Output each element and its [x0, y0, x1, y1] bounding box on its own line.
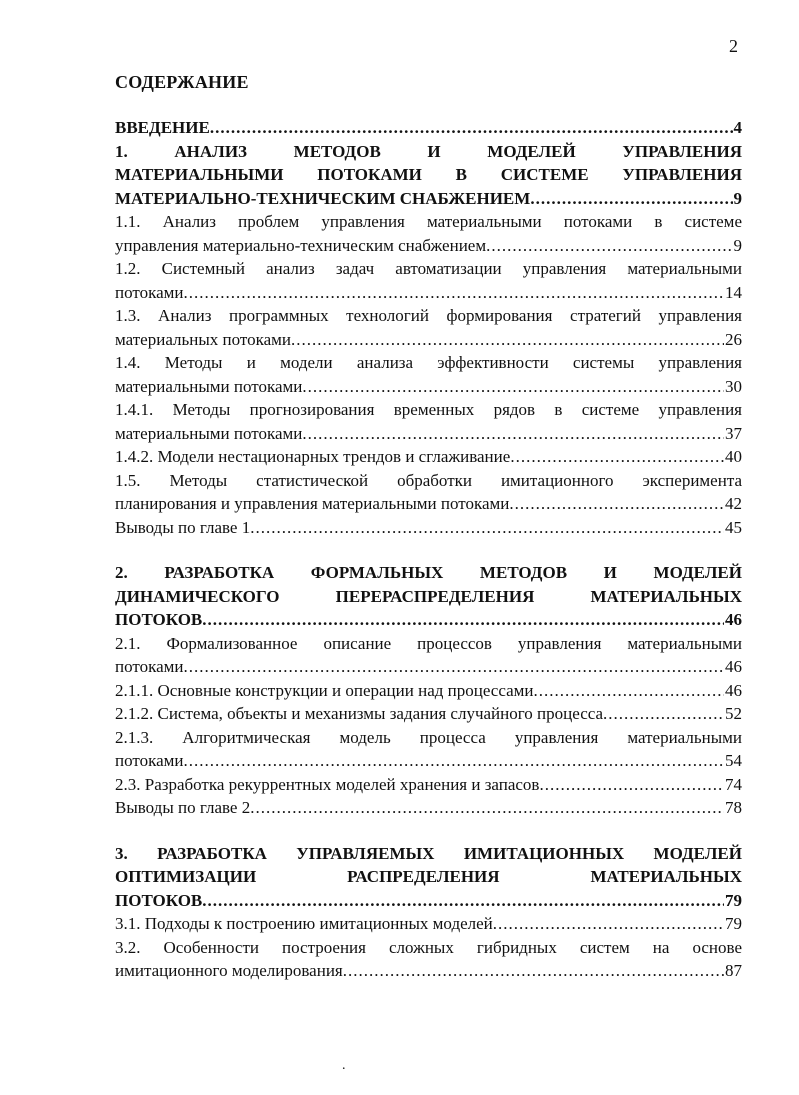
- toc-entry-last-line: [115, 796, 742, 820]
- toc-entry-text: 2.1.1. Основные конструкции и операции над процессами: [115, 680, 534, 700]
- footer-mark: .: [342, 1058, 346, 1073]
- toc-entry-line: 1.2. Системный анализ задач автоматизации управления материальными: [115, 259, 742, 278]
- toc-entry-text: ПОТОКОВ: [115, 610, 203, 629]
- toc-entry-text: материальными потоками: [115, 423, 303, 443]
- toc-page-number: 46: [725, 657, 742, 676]
- toc-entry-last-line: [115, 516, 742, 540]
- toc-entry-text: МАТЕРИАЛЬНО-ТЕХНИЧЕСКИМ СНАБЖЕНИЕМ: [115, 188, 531, 208]
- toc-entry-text: 3.1. Подходы к построению имитационных моделей: [115, 914, 493, 933]
- toc-entry-text: потоками: [115, 282, 184, 302]
- toc-entry[interactable]: [115, 210, 742, 257]
- dot-leader: [534, 679, 724, 703]
- toc-entry-text: материальных потоками: [115, 329, 292, 349]
- toc-entry[interactable]: [115, 702, 742, 726]
- toc-page-number: 14: [725, 282, 742, 302]
- toc-entry-line: 3.2. Особенности построения сложных гибридных систем на основе: [115, 937, 742, 957]
- table-of-contents: [115, 116, 742, 983]
- toc-entry-last-line: [115, 912, 742, 936]
- dot-leader: [291, 328, 724, 352]
- dot-leader: [302, 422, 724, 446]
- toc-page-number: 45: [725, 517, 742, 537]
- toc-entry-last-line: [115, 608, 742, 632]
- toc-entry-last-line: [115, 959, 742, 983]
- toc-entry[interactable]: [115, 140, 742, 211]
- toc-entry-line: 1. АНАЛИЗ МЕТОДОВ И МОДЕЛЕЙ УПРАВЛЕНИЯ: [115, 141, 742, 161]
- toc-entry[interactable]: [115, 516, 742, 540]
- toc-entry-last-line: [115, 679, 742, 703]
- toc-entry-last-line: [115, 889, 742, 913]
- toc-entry-last-line: [115, 234, 742, 258]
- dot-leader: [493, 912, 724, 936]
- toc-entry-text: потоками: [115, 657, 184, 676]
- toc-page-number: 30: [725, 376, 742, 396]
- toc-entry-text: имитационного моделирования: [115, 961, 343, 980]
- toc-entry[interactable]: [115, 351, 742, 398]
- toc-entry[interactable]: [115, 445, 742, 469]
- toc-entry-line: ОПТИМИЗАЦИИ РАСПРЕДЕЛЕНИЯ МАТЕРИАЛЬНЫХ: [115, 867, 742, 886]
- toc-entry[interactable]: [115, 726, 742, 773]
- toc-entry-text: 2.3. Разработка рекуррентных моделей хранения и запасов: [115, 774, 540, 794]
- toc-entry[interactable]: [115, 679, 742, 703]
- toc-page-number: 37: [725, 423, 742, 443]
- toc-page-number: 74: [725, 774, 742, 794]
- toc-entry-last-line: [115, 328, 742, 352]
- toc-entry[interactable]: [115, 773, 742, 797]
- toc-page-number: 54: [725, 751, 742, 770]
- toc-entry-line: 3. РАЗРАБОТКА УПРАВЛЯЕМЫХ ИМИТАЦИОННЫХ МОДЕЛЕЙ: [115, 843, 742, 863]
- toc-page-number: 52: [725, 704, 742, 723]
- toc-entry[interactable]: [115, 469, 742, 516]
- dot-leader: [603, 702, 724, 726]
- toc-entry-text: планирования и управления материальными потоками: [115, 494, 510, 513]
- toc-page-number: 42: [725, 494, 742, 513]
- toc-entry-line: 2.1.3. Алгоритмическая модель процесса управления материальными: [115, 727, 742, 747]
- toc-entry-last-line: [115, 749, 742, 773]
- toc-entry-text: Выводы по главе 1: [115, 517, 251, 537]
- dot-leader: [509, 492, 724, 516]
- toc-page-number: 26: [725, 329, 742, 349]
- toc-entry-text: Выводы по главе 2: [115, 798, 251, 817]
- toc-entry-line: 1.4.1. Методы прогнозирования временных рядов в системе управления: [115, 400, 742, 419]
- toc-entry[interactable]: [115, 561, 742, 632]
- toc-entry-text: 1.4.2. Модели нестационарных трендов и сглаживание: [115, 447, 511, 466]
- toc-page-number: 78: [725, 798, 742, 817]
- toc-entry-last-line: [115, 281, 742, 305]
- dot-leader: [183, 749, 724, 773]
- toc-entry-last-line: [115, 655, 742, 679]
- dot-leader: [250, 516, 724, 540]
- dot-leader: [183, 655, 724, 679]
- dot-leader: [183, 281, 724, 305]
- toc-entry-line: 1.1. Анализ проблем управления материальными потоками в системе: [115, 212, 742, 231]
- toc-entry-text: потоками: [115, 751, 184, 770]
- toc-entry[interactable]: [115, 304, 742, 351]
- dot-leader: [343, 959, 724, 983]
- toc-entry-last-line: [115, 702, 742, 726]
- toc-page-number: 9: [733, 235, 742, 255]
- dot-leader: [530, 187, 732, 211]
- toc-page-number: 40: [725, 447, 742, 466]
- toc-entry-text: материальными потоками: [115, 376, 303, 396]
- dot-leader: [202, 889, 724, 913]
- toc-entry[interactable]: [115, 842, 742, 913]
- dot-leader: [202, 608, 724, 632]
- toc-entry-last-line: [115, 116, 742, 140]
- toc-page-number: 9: [733, 188, 742, 208]
- toc-entry-line: 1.5. Методы статистической обработки имитационного эксперимента: [115, 470, 742, 490]
- toc-entry-line: 1.3. Анализ программных технологий формирования стратегий управления: [115, 306, 742, 325]
- dot-leader: [539, 773, 724, 797]
- toc-entry-text: управления материально-техническим снабжением: [115, 235, 487, 255]
- toc-entry-last-line: [115, 187, 742, 211]
- toc-entry-line: 2. РАЗРАБОТКА ФОРМАЛЬНЫХ МЕТОДОВ И МОДЕЛЕЙ: [115, 563, 742, 582]
- dot-leader: [250, 796, 724, 820]
- toc-entry-text: 2.1.2. Система, объекты и механизмы задания случайного процесса: [115, 704, 604, 723]
- toc-entry[interactable]: [115, 632, 742, 679]
- toc-entry-line: 2.1. Формализованное описание процессов управления материальными: [115, 633, 742, 653]
- toc-page-number: 79: [725, 890, 742, 910]
- toc-page-number: 46: [725, 610, 742, 629]
- toc-entry-last-line: [115, 445, 742, 469]
- toc-entry-last-line: [115, 492, 742, 516]
- toc-entry[interactable]: [115, 796, 742, 820]
- toc-entry[interactable]: [115, 398, 742, 445]
- page-number: 2: [729, 36, 738, 56]
- toc-entry-last-line: [115, 773, 742, 797]
- toc-title: СОДЕРЖАНИЕ: [115, 72, 249, 92]
- toc-page-number: 79: [725, 914, 742, 933]
- dot-leader: [302, 375, 724, 399]
- toc-entry-line: 1.4. Методы и модели анализа эффективности системы управления: [115, 353, 742, 372]
- toc-entry-last-line: [115, 422, 742, 446]
- toc-entry-text: ПОТОКОВ: [115, 890, 203, 910]
- toc-entry[interactable]: [115, 912, 742, 936]
- toc-page-number: 4: [733, 118, 742, 137]
- toc-entry-line: ДИНАМИЧЕСКОГО ПЕРЕРАСПРЕДЕЛЕНИЯ МАТЕРИАЛЬНЫХ: [115, 586, 742, 606]
- toc-entry[interactable]: [115, 936, 742, 983]
- dot-leader: [510, 445, 724, 469]
- toc-entry[interactable]: [115, 257, 742, 304]
- toc-entry[interactable]: [115, 116, 742, 140]
- toc-entry-last-line: [115, 375, 742, 399]
- toc-entry-text: ВВЕДЕНИЕ: [115, 118, 210, 137]
- toc-page-number: 87: [725, 961, 742, 980]
- toc-entry-line: МАТЕРИАЛЬНЫМИ ПОТОКАМИ В СИСТЕМЕ УПРАВЛЕНИЯ: [115, 165, 742, 184]
- toc-page-number: 46: [725, 680, 742, 700]
- dot-leader: [210, 116, 733, 140]
- dot-leader: [486, 234, 732, 258]
